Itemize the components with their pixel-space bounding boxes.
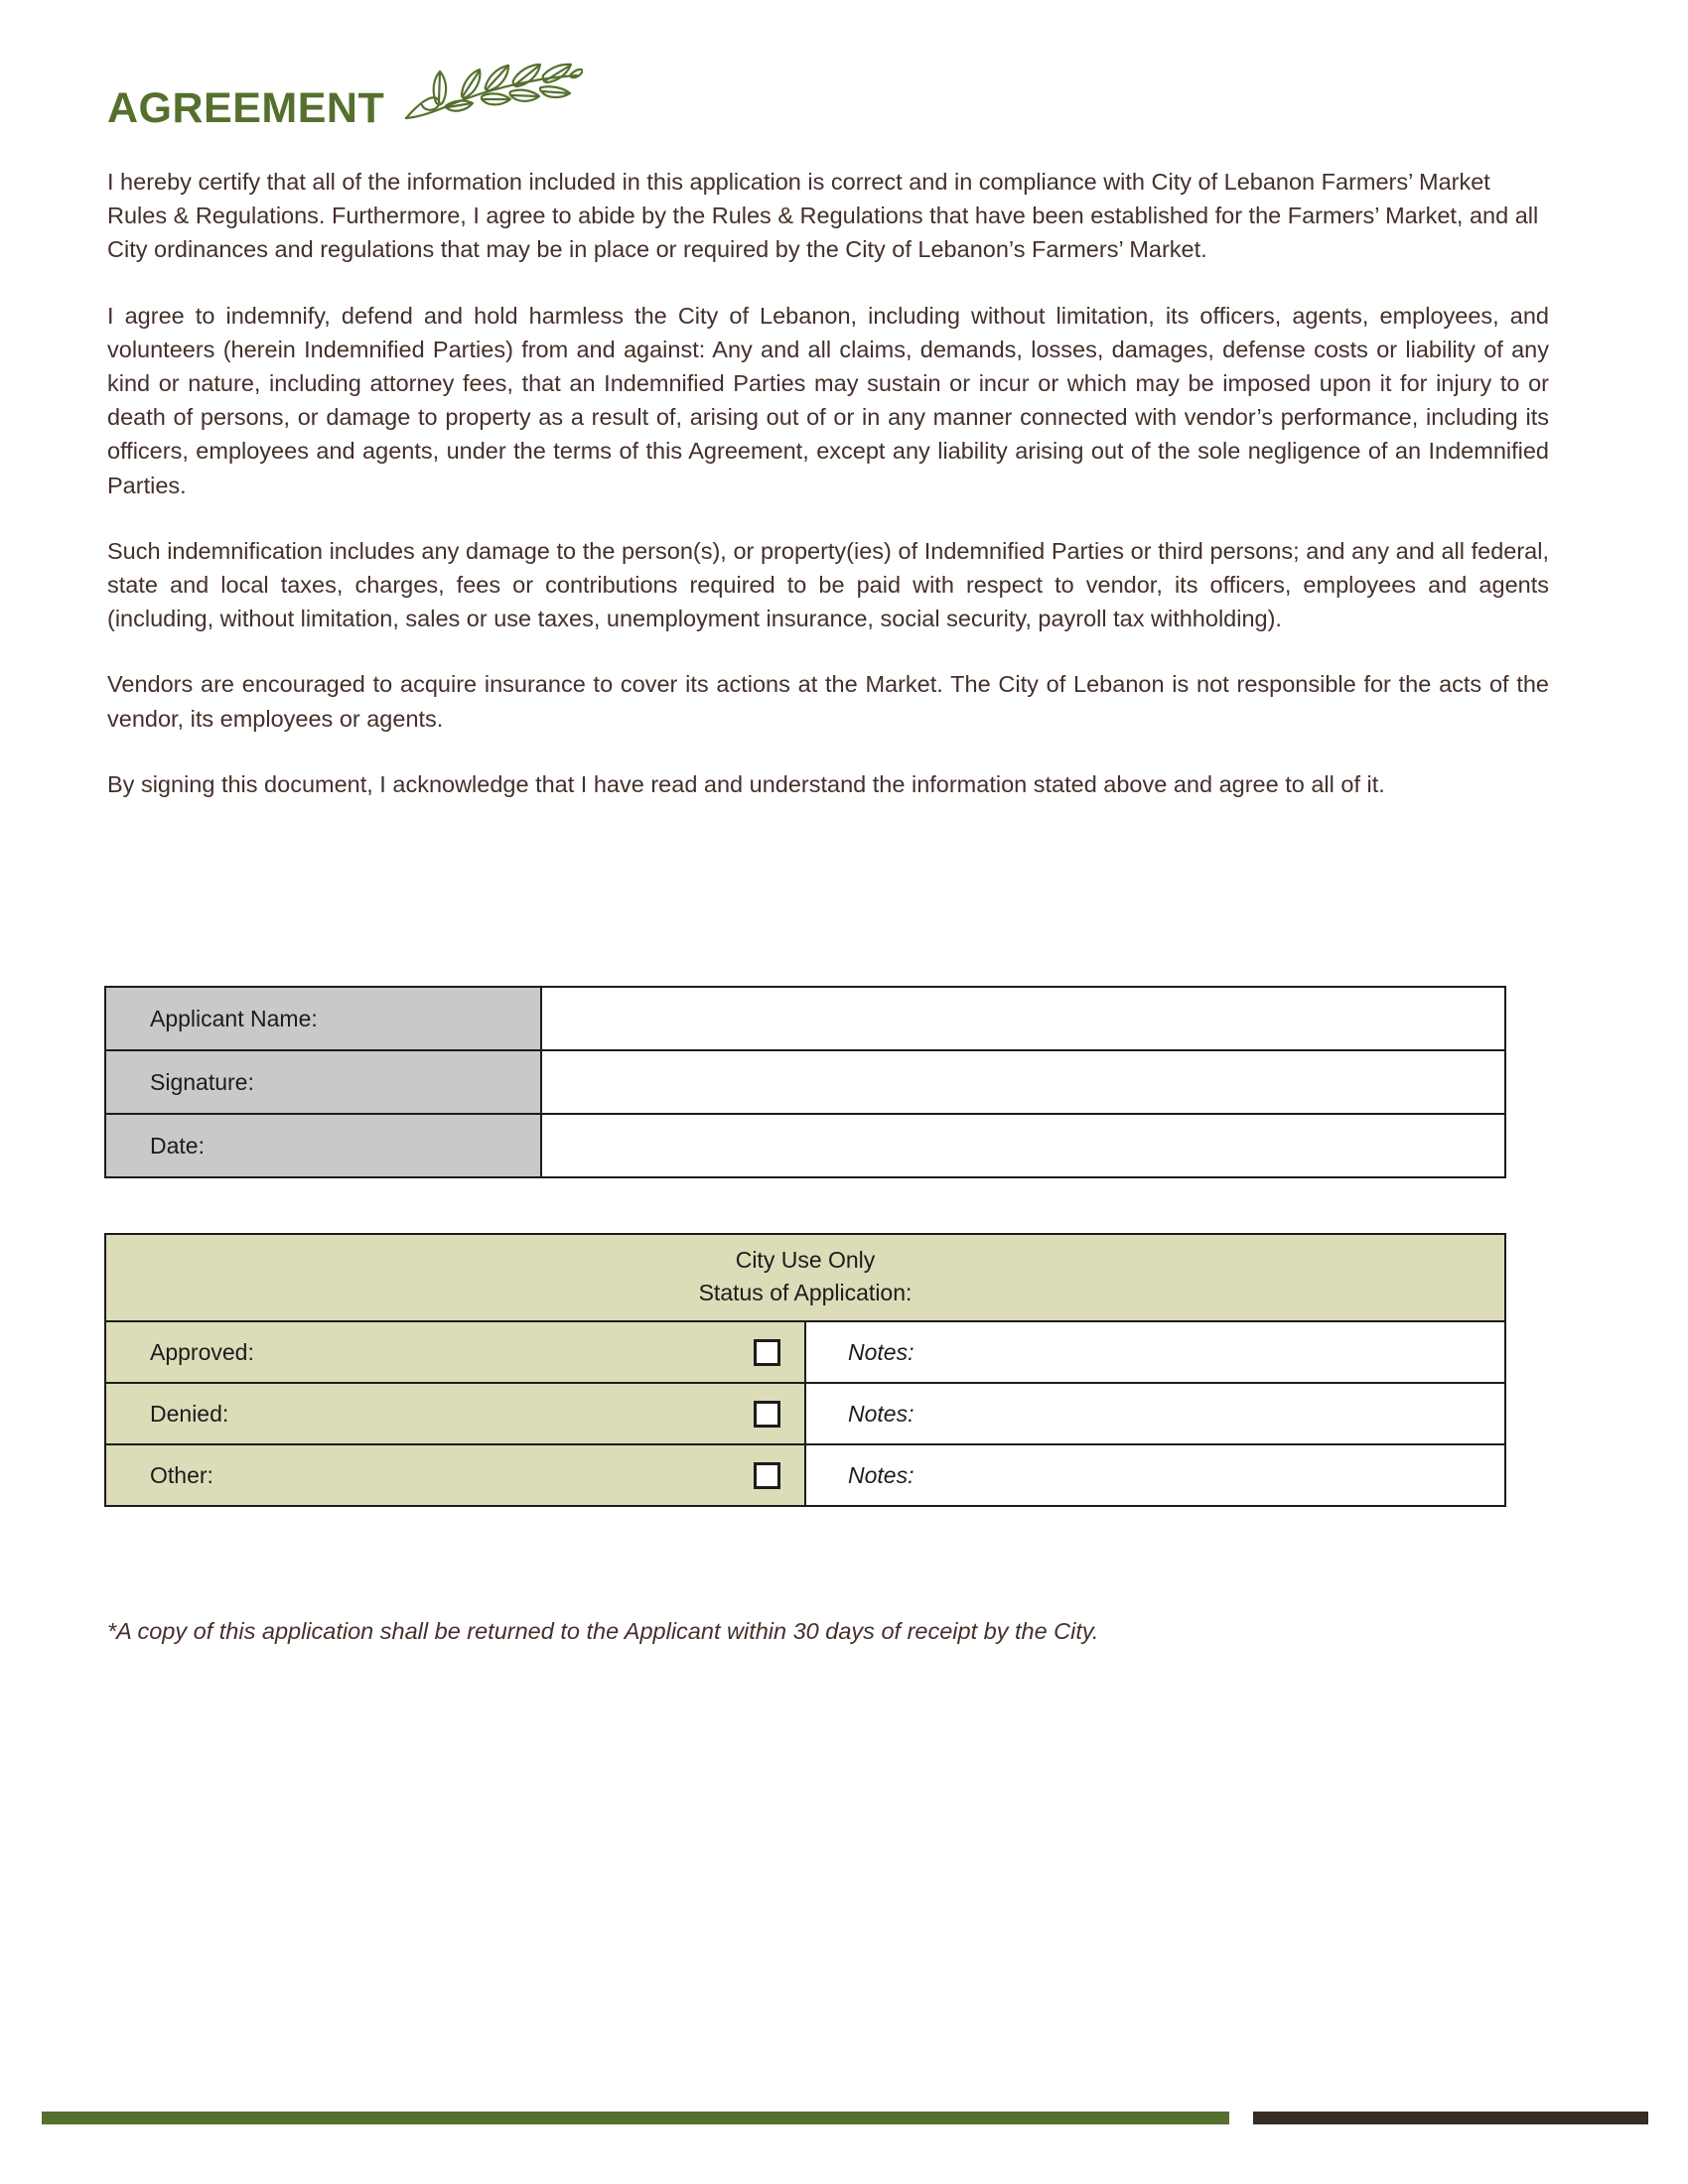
empty-checkbox-icon[interactable] (754, 1401, 780, 1428)
table-row (105, 1234, 1505, 1321)
table-row (105, 987, 1505, 1050)
status-denied-label: Denied: (150, 1400, 229, 1427)
applicant-signature-table (104, 986, 1506, 1178)
date-label: Date: (105, 1114, 541, 1177)
signature-field[interactable] (541, 1050, 1505, 1114)
agreement-paragraph-3: Such indemnification includes any damage to the person(s), or property(ies) of Indemnified Parties or third persons; and any and all federal, state and local taxes, charges, fees or contributions required to be paid with respect to vendor, its officers, employees and agents (including, without limitation, sales or use taxes, unemployment insurance, social security, payroll tax withholding). (107, 537, 1549, 632)
applicant-name-field[interactable] (541, 987, 1505, 1050)
denied-notes-field[interactable] (805, 1383, 1505, 1444)
table-row (105, 1114, 1505, 1177)
city-use-header (105, 1234, 1505, 1321)
approved-notes-field[interactable] (805, 1321, 1505, 1383)
applicant-name-label: Applicant Name: (105, 987, 541, 1050)
status-approved-label: Approved: (150, 1338, 254, 1365)
other-notes-field[interactable] (805, 1444, 1505, 1506)
empty-checkbox-icon[interactable] (754, 1339, 780, 1366)
agreement-paragraph-1: I hereby certify that all of the information included in this application is correct and in compliance with City of Lebanon Farmers’ Market Rules & Regulations. Furthermore, I agree to abide by the Rules & Regulations that have been established for the Farmers’ Market, and all City ordinances and regulations that may be in place or required by the City of Lebanon’s Farmers’ Market. (107, 169, 1539, 263)
signature-label: Signature: (105, 1050, 541, 1114)
table-row (105, 1383, 1505, 1444)
status-other-label: Other: (150, 1461, 213, 1488)
empty-checkbox-icon[interactable] (754, 1462, 780, 1489)
footnote-text: *A copy of this application shall be returned to the Applicant within 30 days of receipt by the City. (107, 1618, 1099, 1644)
agreement-paragraph-4: Vendors are encouraged to acquire insurance to cover its actions at the Market. The City of Lebanon is not responsible for the acts of the vendor, its employees or agents. (107, 671, 1549, 732)
table-row (105, 1050, 1505, 1114)
footer-bar-green (42, 2112, 1229, 2124)
notes-label: Notes: (848, 1400, 914, 1427)
page-header (107, 62, 583, 130)
notes-label: Notes: (848, 1461, 914, 1488)
table-row (105, 1444, 1505, 1506)
leaf-branch-icon (402, 62, 583, 128)
city-use-title: City Use Only (735, 1247, 876, 1273)
notes-label: Notes: (848, 1338, 914, 1365)
status-of-application-label: Status of Application: (698, 1280, 913, 1305)
agreement-paragraph-2: I agree to indemnify, defend and hold harmless the City of Lebanon, including without limitation, its officers, agents, employees, and volunteers (herein Indemnified Parties) from and against: Any and all claims, demands, losses, damages, defense costs or liability of any kind or nature, including attorney fees, that an Indemnified Parties may sustain or incur or which may be imposed upon it for injury to or death of persons, or damage to property as a result of, arising out of or in any manner connected with vendor’s performance, including its officers, employees and agents, under the terms of this Agreement, except any liability arising out of the sole negligence of an Indemnified Parties. (107, 302, 1549, 498)
agreement-paragraph-5: By signing this document, I acknowledge that I have read and understand the information stated above and agree to all of it. (107, 770, 1385, 797)
agreement-body (107, 165, 1549, 801)
page-title: AGREEMENT (107, 84, 385, 132)
table-row (105, 1321, 1505, 1383)
city-use-only-table (104, 1233, 1506, 1507)
status-approved-cell (105, 1321, 805, 1383)
footer-bar-brown (1253, 2112, 1648, 2124)
date-field[interactable] (541, 1114, 1505, 1177)
status-denied-cell (105, 1383, 805, 1444)
status-other-cell (105, 1444, 805, 1506)
